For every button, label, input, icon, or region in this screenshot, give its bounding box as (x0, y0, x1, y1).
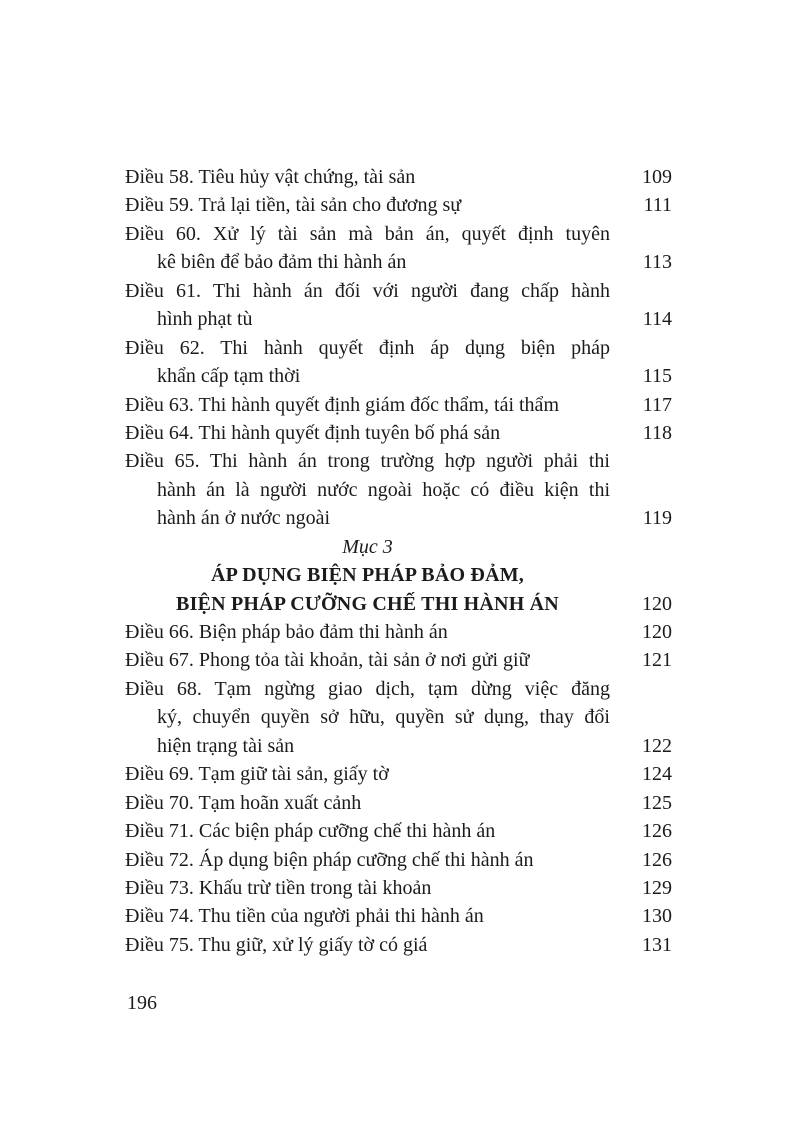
toc-page-number: 120 (642, 621, 672, 643)
toc-entry-line (125, 931, 672, 959)
toc-entry-line (125, 305, 672, 333)
toc-page-number: 130 (642, 905, 672, 928)
toc-entry-text: Điều 66. Biện pháp bảo đảm thi hành án (125, 621, 448, 643)
toc-page-number (610, 533, 672, 561)
toc-entry-text: kê biên để bảo đảm thi hành án (157, 251, 407, 274)
toc-entry-line (125, 504, 672, 532)
toc-page-number: 126 (642, 848, 672, 871)
toc-page-number: 125 (642, 791, 672, 814)
toc-page-number: 131 (642, 933, 672, 956)
toc-entry-line (125, 618, 672, 646)
toc-entry-text: hành án là người nước ngoài hoặc có điều kiện thi (157, 478, 610, 501)
toc-page-number (610, 476, 672, 504)
toc-page-number: 119 (642, 507, 672, 530)
toc-page-number: 118 (642, 421, 672, 444)
toc-entry-text: Điều 71. Các biện pháp cưỡng chế thi hành án (125, 820, 496, 843)
toc-entry-line (125, 675, 672, 703)
toc-entry-line (125, 163, 672, 191)
toc-entry-text: Điều 64. Thi hành quyết định tuyên bố phá sản (125, 421, 501, 444)
toc-entry-line (125, 817, 672, 845)
toc-page-number: 115 (642, 365, 672, 388)
toc-entry-line (125, 476, 672, 504)
toc-page-number: 113 (642, 251, 672, 274)
toc-entry-line (125, 391, 672, 419)
toc-entry-line (125, 732, 672, 760)
toc-page-number (610, 561, 672, 589)
folio-page-number: 196 (127, 992, 157, 1014)
toc-entry-text: khẩn cấp tạm thời (157, 365, 301, 388)
toc-entry-line (125, 248, 672, 276)
toc-entry-text: Điều 75. Thu giữ, xử lý giấy tờ có giá (125, 933, 428, 956)
toc-entry-text: Điều 67. Phong tỏa tài khoản, tài sản ở nơi gửi giữ (125, 649, 530, 672)
toc-entry-text: Điều 63. Thi hành quyết định giám đốc thẩm, tái thẩm (125, 393, 559, 416)
toc-page-number: 129 (642, 876, 672, 899)
toc-entry-line (125, 874, 672, 902)
toc-page-number: 121 (642, 649, 672, 672)
section-heading-muc-3 (125, 533, 672, 561)
toc-entry-text: hình phạt tù (157, 308, 253, 331)
toc-entry-text: ký, chuyển quyền sở hữu, quyền sử dụng, thay đổi (157, 706, 610, 729)
toc-entry-line (125, 277, 672, 305)
toc-entry-text: hiện trạng tài sản (157, 734, 295, 757)
table-of-contents (125, 163, 672, 959)
toc-entry-line (125, 419, 672, 447)
toc-entry-line (125, 760, 672, 788)
toc-entry-text: Điều 72. Áp dụng biện pháp cưỡng chế thi hành án (125, 848, 534, 871)
toc-entry-text: Điều 74. Thu tiền của người phải thi hành án (125, 905, 484, 928)
toc-entry-text: Điều 58. Tiêu hủy vật chứng, tài sản (125, 166, 416, 188)
toc-entry-text: Điều 65. Thi hành án trong trường hợp người phải thi (125, 450, 610, 473)
toc-page-number (610, 675, 672, 703)
section-label: Mục 3 (342, 535, 393, 558)
toc-entry-text: Điều 61. Thi hành án đối với người đang chấp hành (125, 279, 610, 302)
toc-entry-text: Điều 69. Tạm giữ tài sản, giấy tờ (125, 763, 389, 786)
toc-page-number: 111 (643, 194, 672, 217)
toc-entry-line (125, 334, 672, 362)
toc-entry-line (125, 646, 672, 674)
section-heading-title (125, 590, 672, 618)
toc-page-number: 120 (642, 592, 672, 615)
toc-entry-text: hành án ở nước ngoài (157, 507, 331, 530)
toc-entry-text: Điều 73. Khấu trừ tiền trong tài khoản (125, 876, 432, 899)
toc-page-number (610, 447, 672, 475)
toc-page-number: 126 (642, 820, 672, 843)
toc-page-number (610, 703, 672, 731)
toc-entry-text: Điều 59. Trả lại tiền, tài sản cho đương sự (125, 194, 462, 217)
toc-entry-text: Điều 62. Thi hành quyết định áp dụng biện pháp (125, 336, 610, 359)
toc-entry-line (125, 220, 672, 248)
toc-entry-line (125, 846, 672, 874)
toc-page-number: 122 (642, 734, 672, 757)
section-heading-title (125, 561, 672, 589)
toc-page-number: 117 (642, 393, 672, 416)
toc-entry-line (125, 447, 672, 475)
toc-page-number (610, 277, 672, 305)
toc-entry-line (125, 902, 672, 930)
section-title-text: BIỆN PHÁP CƯỠNG CHẾ THI HÀNH ÁN (176, 592, 559, 615)
toc-entry-text: Điều 68. Tạm ngừng giao dịch, tạm dừng việc đăng (125, 677, 610, 700)
toc-entry-text: Điều 60. Xử lý tài sản mà bản án, quyết định tuyên (125, 222, 610, 245)
toc-page-number: 109 (642, 166, 672, 188)
toc-entry-line (125, 703, 672, 731)
toc-page-number: 114 (642, 308, 672, 331)
toc-page-number: 124 (642, 763, 672, 786)
toc-page-number (610, 334, 672, 362)
toc-entry-text: Điều 70. Tạm hoãn xuất cảnh (125, 791, 362, 814)
toc-page-number (610, 220, 672, 248)
toc-entry-line (125, 789, 672, 817)
section-title-text: ÁP DỤNG BIỆN PHÁP BẢO ĐẢM, (211, 564, 524, 587)
toc-entry-line (125, 191, 672, 219)
toc-entry-line (125, 362, 672, 390)
